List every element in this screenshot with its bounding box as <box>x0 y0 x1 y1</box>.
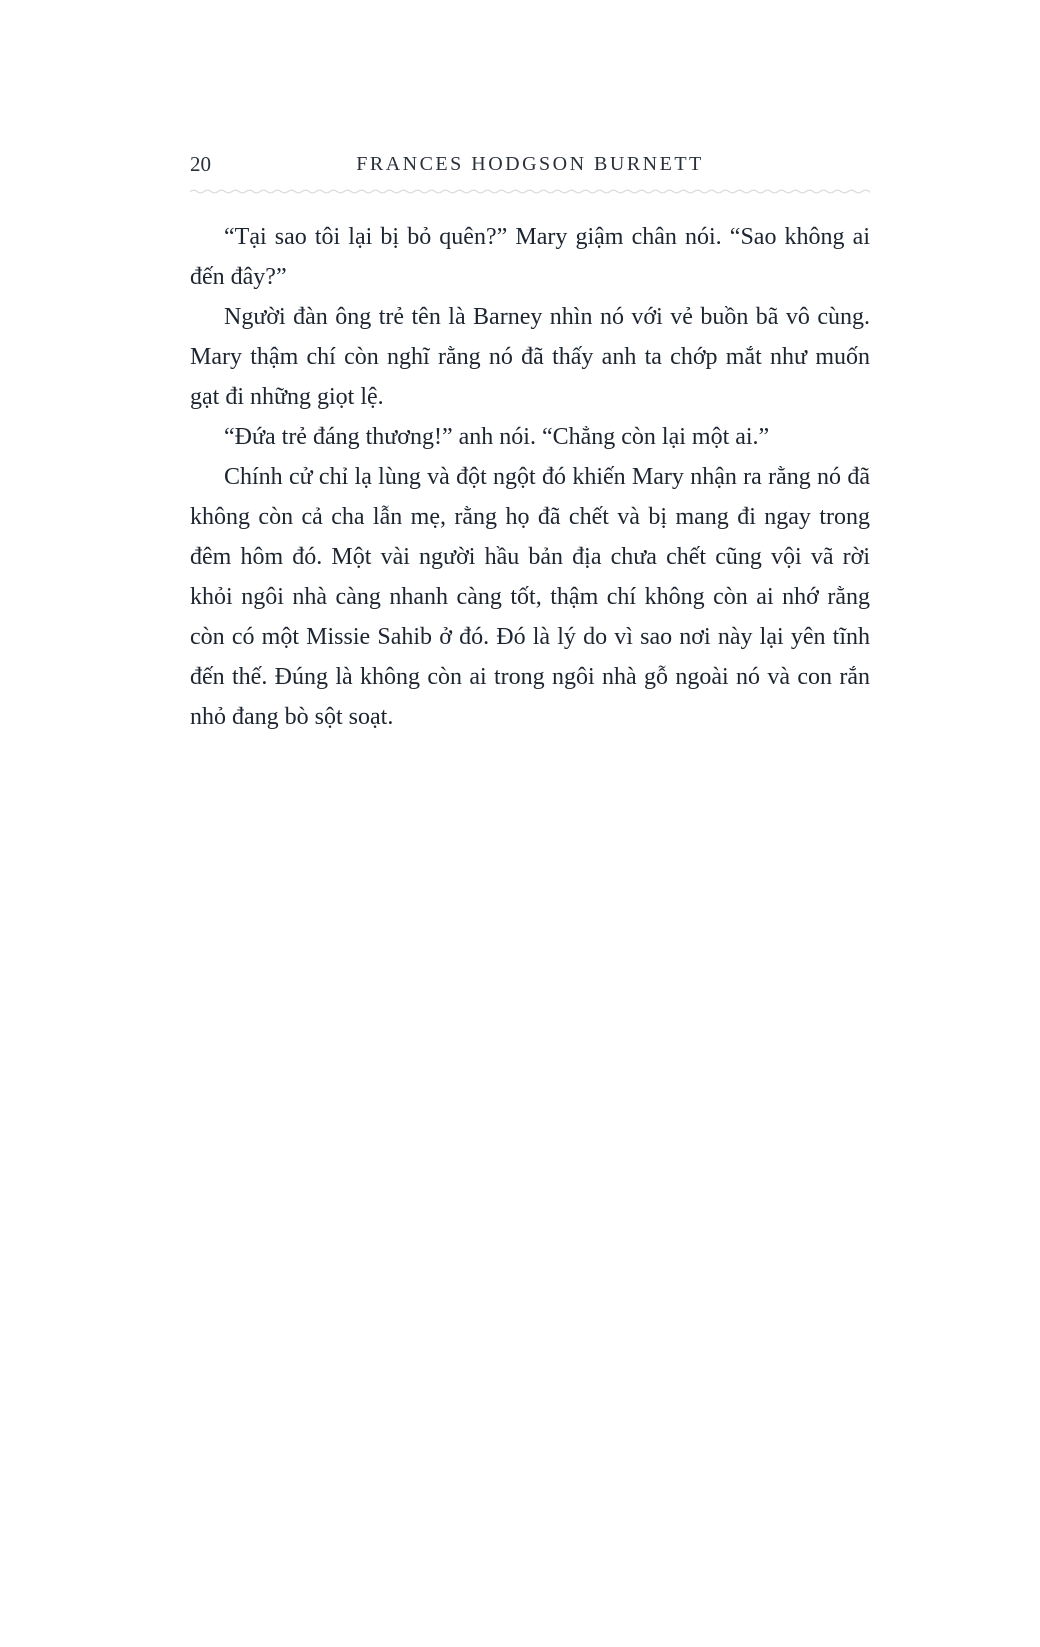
page-number: 20 <box>190 152 211 176</box>
wavy-divider <box>190 187 870 195</box>
page-header <box>190 150 870 178</box>
paragraph: Chính cử chỉ lạ lùng và đột ngột đó khiến Mary nhận ra rằng nó đã không còn cả cha lẫn mẹ, rằng họ đã chết và bị mang đi ngay trong đêm hôm đó. Một vài người hầu bản địa chưa chết cũng vội vã rời khỏi ngôi nhà càng nhanh càng tốt, thậm chí không còn ai nhớ rằng còn có một Missie Sahib ở đó. Đó là lý do vì sao nơi này lại yên tĩnh đến thế. Đúng là không còn ai trong ngôi nhà gỗ ngoài nó và con rắn nhỏ đang bò sột soạt. <box>190 464 870 730</box>
paragraph: Người đàn ông trẻ tên là Barney nhìn nó với vẻ buồn bã vô cùng. Mary thậm chí còn nghĩ rằng nó đã thấy anh ta chớp mắt như muốn gạt đi những giọt lệ. <box>190 304 870 410</box>
page-body <box>190 217 870 737</box>
paragraph: “Tại sao tôi lại bị bỏ quên?” Mary giậm chân nói. “Sao không ai đến đây?” <box>190 224 870 290</box>
wavy-divider-path <box>190 190 870 193</box>
running-title: FRANCES HODGSON BURNETT <box>356 153 704 175</box>
paragraph: “Đứa trẻ đáng thương!” anh nói. “Chẳng còn lại một ai.” <box>224 424 770 450</box>
